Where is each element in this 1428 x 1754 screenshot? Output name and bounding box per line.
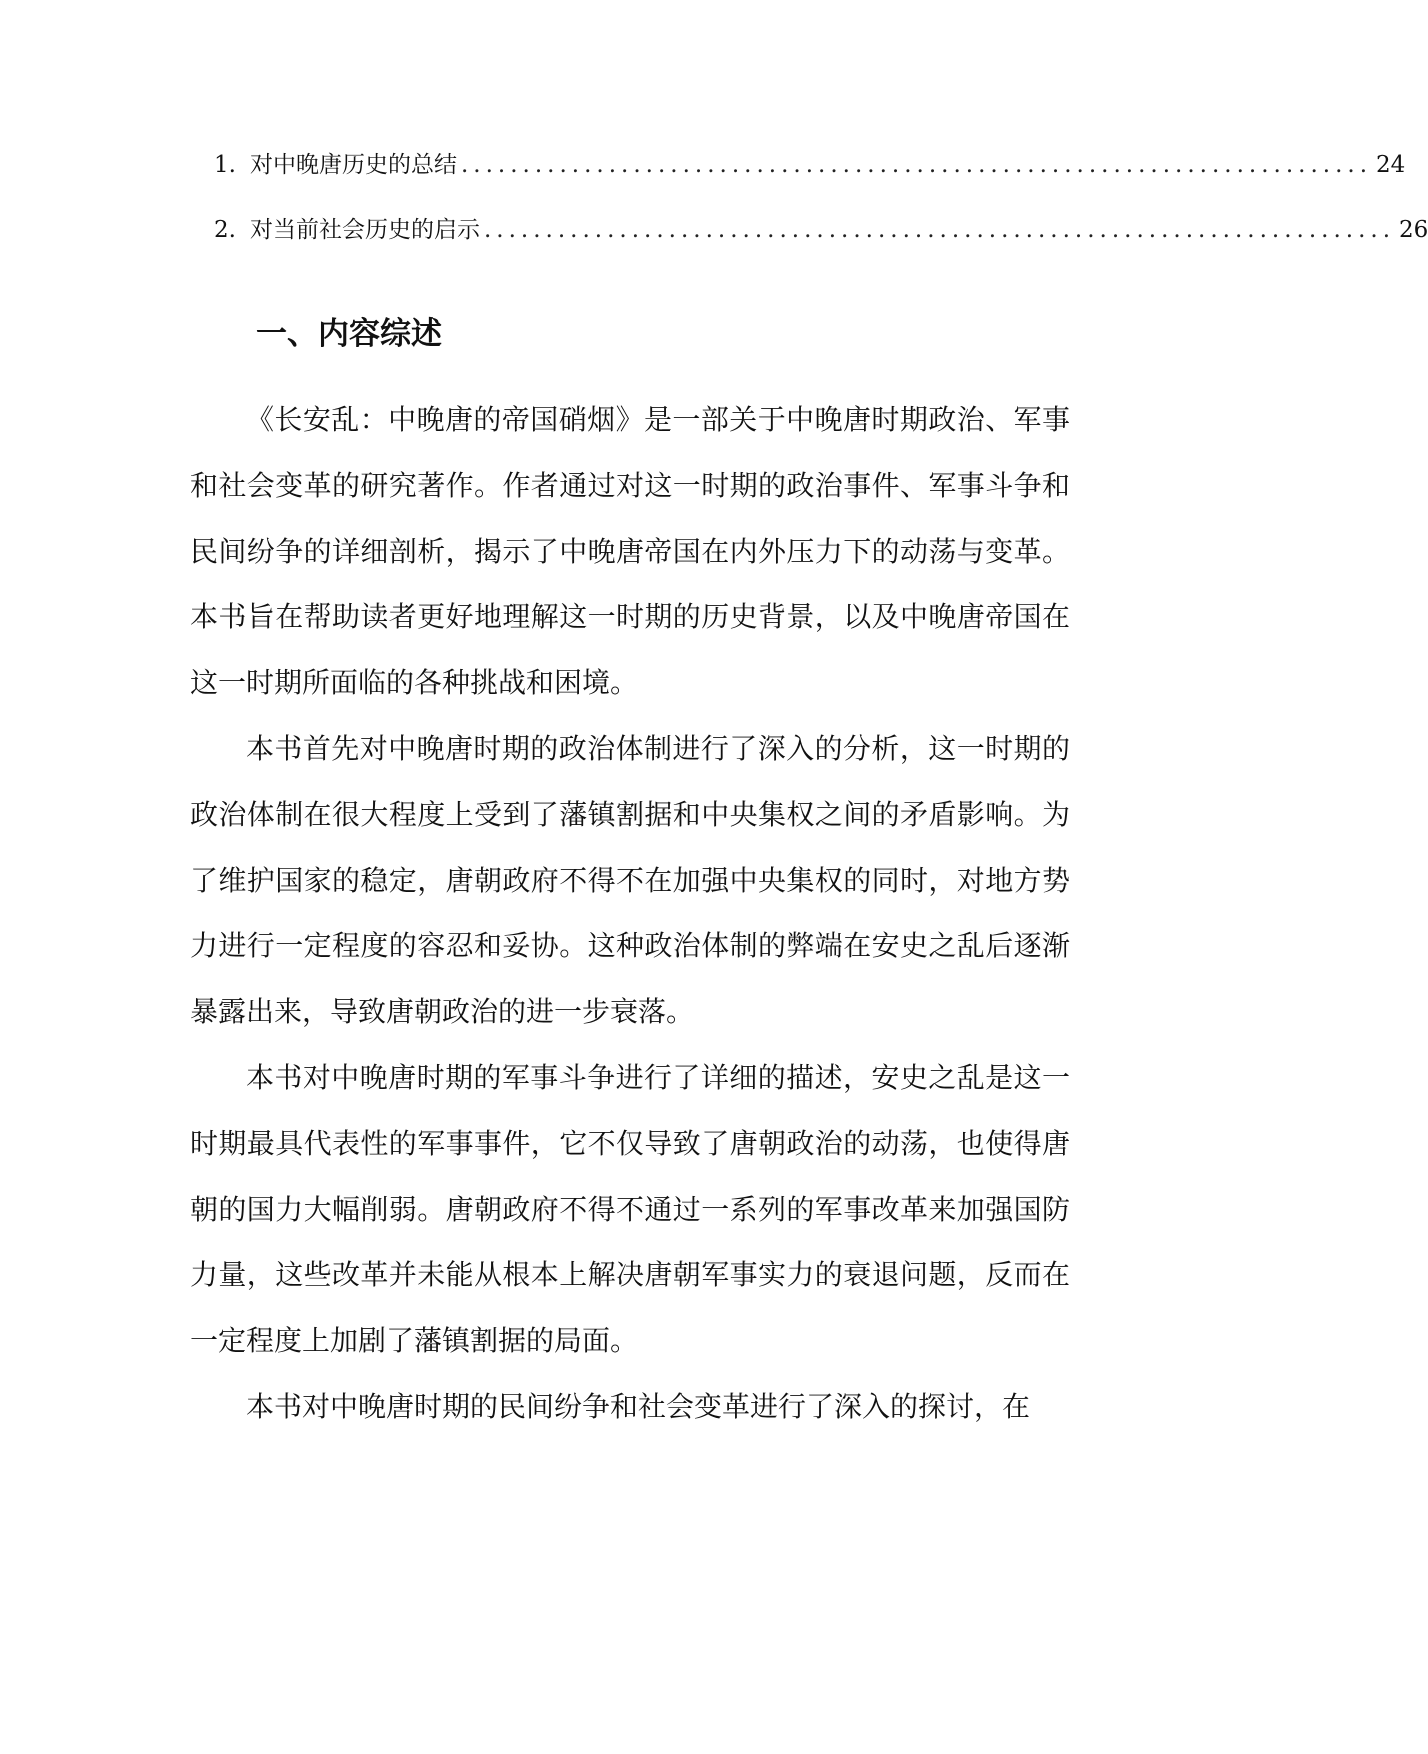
paragraph: 《长安乱：中晚唐的帝国硝烟》是一部关于中晚唐时期政治、军事和社会变革的研究著作。作者通过对这一时期的政治事件、军事斗争和民间纷争的详细剖析，揭示了中晚唐帝国在内外压力下的动荡与变革。本书旨在帮助读者更好地理解这一时期的历史背景，以及中晚唐帝国在这一时期所面临的各种挑战和困境。 [190,403,1070,700]
toc-entry-title: 对中晚唐历史的总结 [250,152,457,178]
toc-entry-title: 对当前社会历史的启示 [250,217,480,243]
toc-entry[interactable] [214,210,1428,250]
section-heading: 一、内容综述 [256,316,442,352]
toc-dot-leader: .......................................................................... [484,217,1396,243]
toc-entry-number: 1. [214,152,236,178]
paragraph: 本书首先对中晚唐时期的政治体制进行了深入的分析，这一时期的政治体制在很大程度上受到了藩镇割据和中央集权之间的矛盾影响。为了维护国家的稳定，唐朝政府不得不在加强中央集权的同时，对地方势力进行一定程度的容忍和妥协。这种政治体制的弊端在安史之乱后逐渐暴露出来，导致唐朝政治的进一步衰落。 [190,731,1070,1029]
toc-entry-page: 26 [1399,217,1428,243]
toc-dot-leader: .......................................................................... [461,152,1373,178]
paragraph: 本书对中晚唐时期的民间纷争和社会变革进行了深入的探讨，在 [246,1389,1031,1423]
toc-entry-page: 24 [1376,152,1406,178]
body-text [190,387,1070,1440]
paragraph: 本书对中晚唐时期的军事斗争进行了详细的描述，安史之乱是这一时期最具代表性的军事事件，它不仅导致了唐朝政治的动荡，也使得唐朝的国力大幅削弱。唐朝政府不得不通过一系列的军事改革来加强国防力量，这些改革并未能从根本上解决唐朝军事实力的衰退问题，反而在一定程度上加剧了藩镇割据的局面。 [190,1060,1070,1358]
toc-entry[interactable] [214,145,1406,185]
toc-entry-number: 2. [214,217,236,243]
